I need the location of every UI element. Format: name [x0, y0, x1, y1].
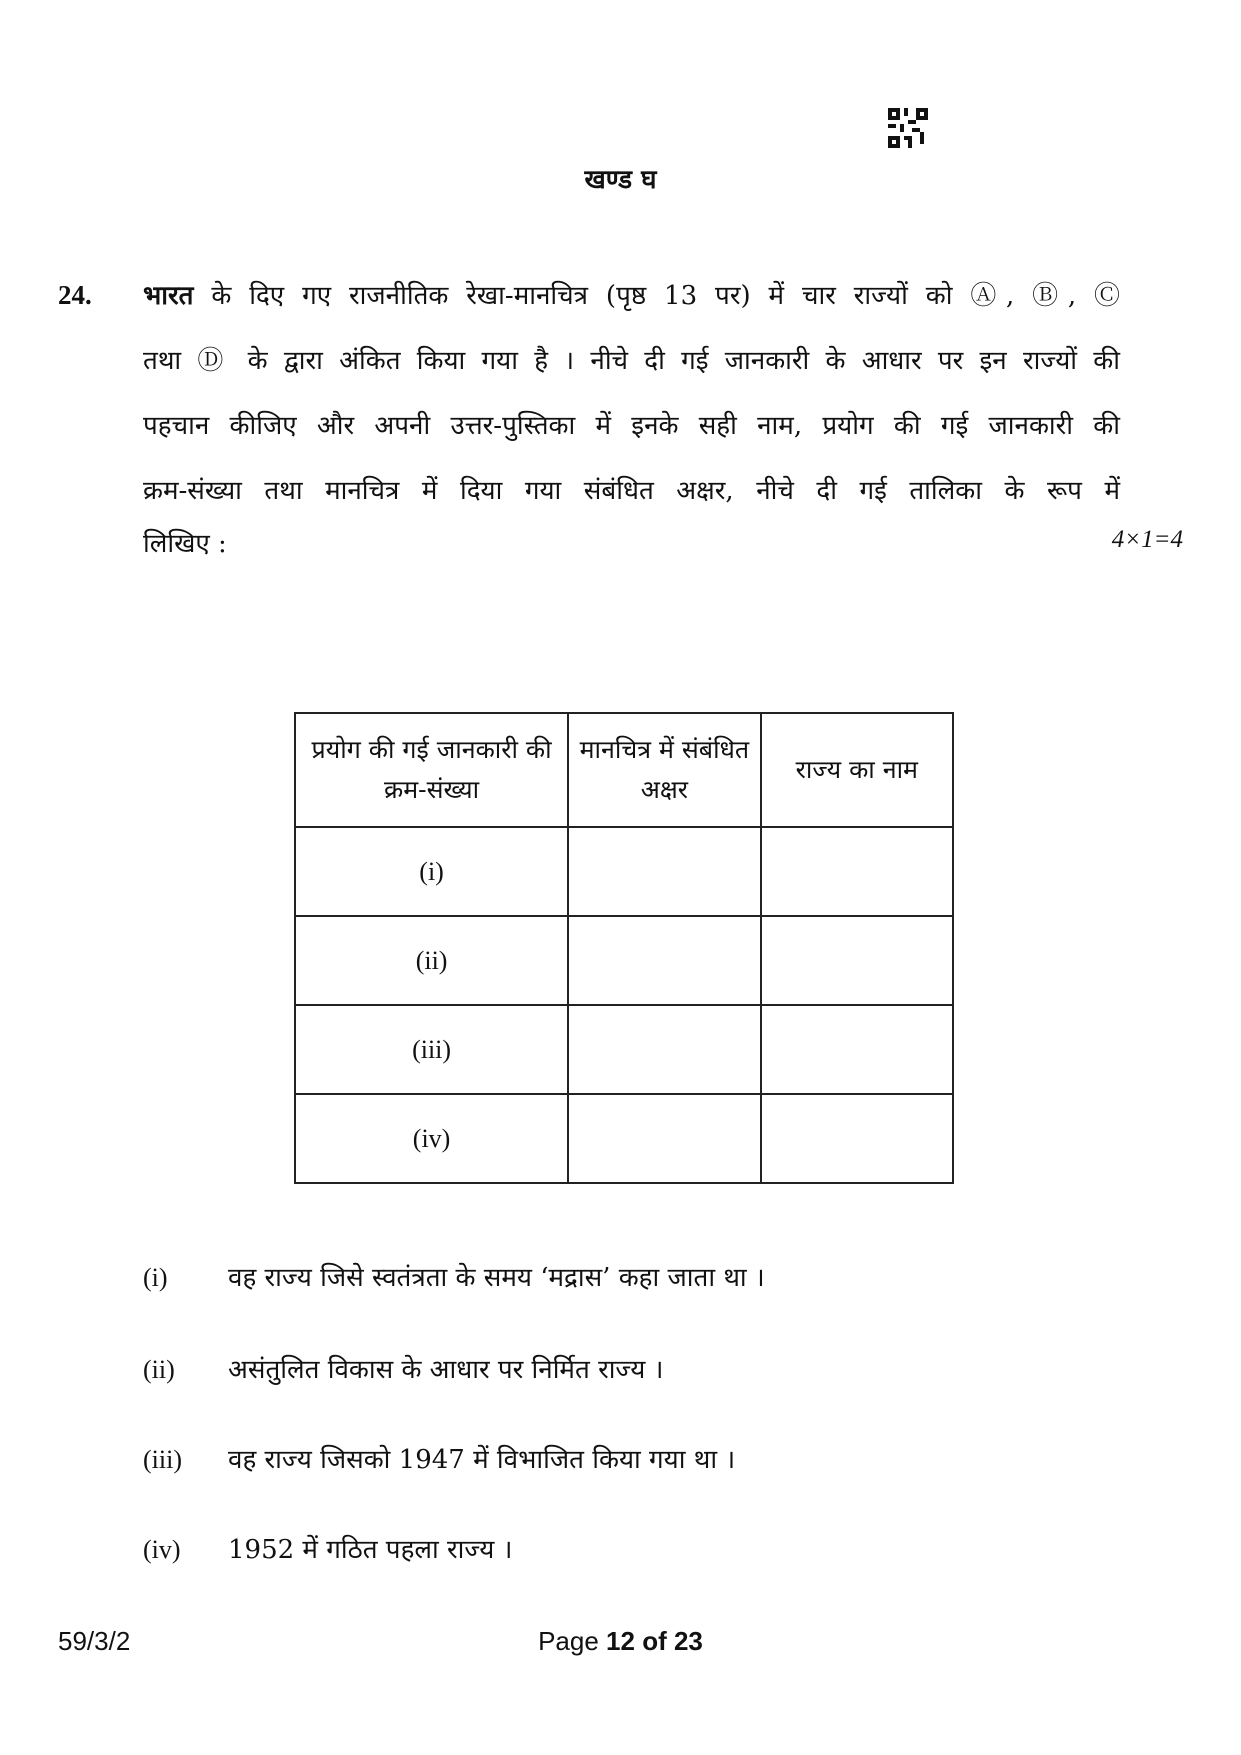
table-header-letter: मानचित्र में संबंधित अक्षर — [568, 713, 760, 827]
clue-text: 1952 में गठित पहला राज्य । — [228, 1535, 513, 1565]
question-line-5: लिखिए : — [143, 529, 227, 559]
table-row — [295, 916, 953, 1005]
question-bold-lead: भारत — [143, 281, 194, 311]
clue-text: वह राज्य जिसे स्वतंत्रता के समय ‘मद्रास’ कहा जाता था । — [228, 1263, 765, 1293]
table-cell-serial: (ii) — [295, 916, 568, 1005]
table-header-row — [295, 713, 953, 827]
clue-number: (ii) — [143, 1355, 175, 1384]
table-cell-state — [761, 1005, 953, 1094]
table-cell-serial: (iii) — [295, 1005, 568, 1094]
page-number: Page 12 of 23 — [538, 1626, 703, 1656]
answer-table — [294, 712, 954, 1184]
table-row — [295, 1094, 953, 1183]
question-line-4: क्रम-संख्या तथा मानचित्र में दिया गया संबंधित अक्षर, नीचे दी गई तालिका के रूप में — [143, 476, 1120, 506]
table-cell-letter — [568, 827, 760, 916]
question-line-2: तथा Ⓓ के द्वारा अंकित किया गया है । नीचे दी गई जानकारी के आधार पर इन राज्यों की — [143, 346, 1120, 376]
table-cell-serial: (iv) — [295, 1094, 568, 1183]
table-row — [295, 827, 953, 916]
clue-item-3 — [143, 1440, 735, 1476]
marks-allocation: 4×1=4 — [1111, 526, 1183, 553]
section-title: खण्ड घ — [584, 165, 657, 195]
clue-number: (iv) — [143, 1535, 181, 1564]
table-cell-letter — [568, 1094, 760, 1183]
question-line-3: पहचान कीजिए और अपनी उत्तर-पुस्तिका में इनके सही नाम, प्रयोग की गई जानकारी की — [143, 411, 1120, 441]
clue-item-4 — [143, 1530, 512, 1566]
paper-code: 59/3/2 — [58, 1626, 131, 1656]
table-header-state: राज्य का नाम — [761, 713, 953, 827]
table-cell-state — [761, 1094, 953, 1183]
table-header-serial: प्रयोग की गई जानकारी की क्रम-संख्या — [295, 713, 568, 827]
clue-text: वह राज्य जिसको 1947 में विभाजित किया गया था । — [228, 1445, 736, 1475]
question-line-1: भारत के दिए गए राजनीतिक रेखा-मानचित्र (पृष्ठ 13 पर) में चार राज्यों को Ⓐ, Ⓑ, Ⓒ — [143, 281, 1120, 311]
table-cell-letter — [568, 916, 760, 1005]
table-cell-state — [761, 827, 953, 916]
clue-number: (iii) — [143, 1445, 182, 1474]
qr-code-icon — [888, 108, 928, 148]
question-number: 24. — [58, 280, 92, 310]
clue-item-1 — [143, 1258, 765, 1294]
table-cell-letter — [568, 1005, 760, 1094]
clue-item-2 — [143, 1350, 664, 1386]
table-cell-serial: (i) — [295, 827, 568, 916]
table-cell-state — [761, 916, 953, 1005]
table-row — [295, 1005, 953, 1094]
clue-text: असंतुलित विकास के आधार पर निर्मित राज्य । — [228, 1355, 664, 1385]
clue-number: (i) — [143, 1263, 168, 1292]
